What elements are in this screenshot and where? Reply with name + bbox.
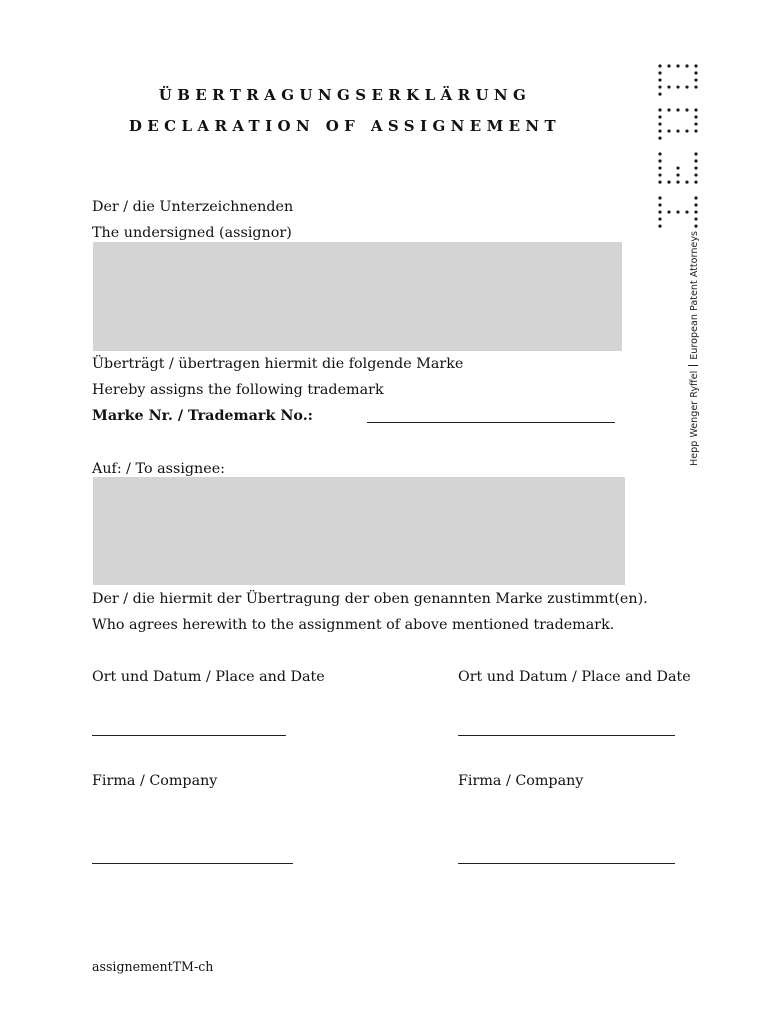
logo-dot — [694, 173, 697, 176]
right-place-date-line[interactable] — [458, 735, 675, 736]
left-company-label: Firma / Company — [92, 773, 218, 789]
logo-dot — [658, 196, 661, 199]
transfer-label-german: Überträgt / übertragen hiermit die folgende Marke — [92, 356, 464, 372]
logo-dot — [694, 196, 697, 199]
document-code: assignementTM-ch — [92, 959, 214, 974]
logo-dot — [694, 159, 697, 162]
logo-dot — [694, 203, 697, 206]
left-place-date-label: Ort und Datum / Place and Date — [92, 669, 325, 685]
trademark-number-line[interactable] — [367, 422, 615, 423]
logo-dot — [685, 210, 688, 213]
logo-dot — [676, 85, 679, 88]
consent-german: Der / die hiermit der Übertragung der oben genannten Marke zustimmt(en). — [92, 591, 648, 607]
firm-tagline: European Patent Attorneys — [689, 231, 700, 360]
logo-dot — [676, 173, 679, 176]
right-place-date-label: Ort und Datum / Place and Date — [458, 669, 691, 685]
logo-dot — [658, 224, 661, 227]
logo-dot — [658, 203, 661, 206]
title-german: ÜBERTRAGUNGSERKLÄRUNG — [158, 86, 532, 104]
logo-dot — [658, 159, 661, 162]
logo-dot — [658, 115, 661, 118]
logo-dot — [658, 64, 661, 67]
logo-dot — [667, 210, 670, 213]
logo-dot — [685, 85, 688, 88]
trademark-number-label: Marke Nr. / Trademark No.: — [92, 408, 313, 424]
right-company-line[interactable] — [458, 863, 675, 864]
logo-dot — [658, 136, 661, 139]
logo-dot — [694, 108, 697, 111]
consent-english: Who agrees herewith to the assignment of above mentioned trademark. — [92, 617, 615, 633]
logo-dot — [658, 173, 661, 176]
logo-dot — [685, 108, 688, 111]
logo-dot — [658, 71, 661, 74]
assignee-field[interactable] — [93, 477, 625, 585]
logo-dot — [694, 217, 697, 220]
transfer-label-english: Hereby assigns the following trademark — [92, 382, 384, 398]
title-english: DECLARATION OF ASSIGNEMENT — [128, 117, 562, 135]
logo-dot — [694, 122, 697, 125]
logo-dot — [694, 115, 697, 118]
logo-dot — [667, 129, 670, 132]
logo-dot — [658, 166, 661, 169]
logo-dot — [658, 85, 661, 88]
left-place-date-line[interactable] — [92, 735, 286, 736]
logo-dot — [658, 78, 661, 81]
logo-dot — [694, 152, 697, 155]
firm-separator — [688, 365, 698, 366]
logo-dot — [694, 71, 697, 74]
logo-dot — [685, 180, 688, 183]
logo-dot — [694, 129, 697, 132]
logo-dot — [676, 210, 679, 213]
logo-dot — [694, 85, 697, 88]
logo-dot — [676, 108, 679, 111]
left-company-line[interactable] — [92, 863, 293, 864]
logo-dot — [658, 152, 661, 155]
logo-dot — [667, 64, 670, 67]
assignor-label-german: Der / die Unterzeichnenden — [92, 199, 294, 215]
logo-dot — [658, 122, 661, 125]
assignee-label: Auf: / To assignee: — [92, 461, 225, 477]
logo-dot — [694, 180, 697, 183]
logo-dot — [694, 224, 697, 227]
logo-dot — [658, 180, 661, 183]
logo-dot — [685, 129, 688, 132]
firm-name-vertical — [688, 231, 700, 466]
firm-name: Hepp Wenger Ryffel — [689, 370, 700, 466]
logo-dot — [694, 64, 697, 67]
logo-dot — [694, 210, 697, 213]
logo-dot — [658, 108, 661, 111]
logo-dot — [694, 166, 697, 169]
logo-dot — [658, 129, 661, 132]
logo-dot — [676, 64, 679, 67]
logo-dot — [658, 92, 661, 95]
logo-dot — [658, 217, 661, 220]
logo-dot — [694, 78, 697, 81]
assignor-field[interactable] — [93, 242, 622, 351]
firm-logo-icon — [656, 62, 704, 228]
right-company-label: Firma / Company — [458, 773, 584, 789]
logo-dot — [658, 210, 661, 213]
logo-dot — [676, 180, 679, 183]
assignor-label-english: The undersigned (assignor) — [92, 225, 292, 241]
logo-dot — [667, 180, 670, 183]
logo-dot — [685, 64, 688, 67]
logo-dot — [676, 129, 679, 132]
logo-dot — [667, 85, 670, 88]
logo-dot — [676, 166, 679, 169]
logo-dot — [667, 108, 670, 111]
